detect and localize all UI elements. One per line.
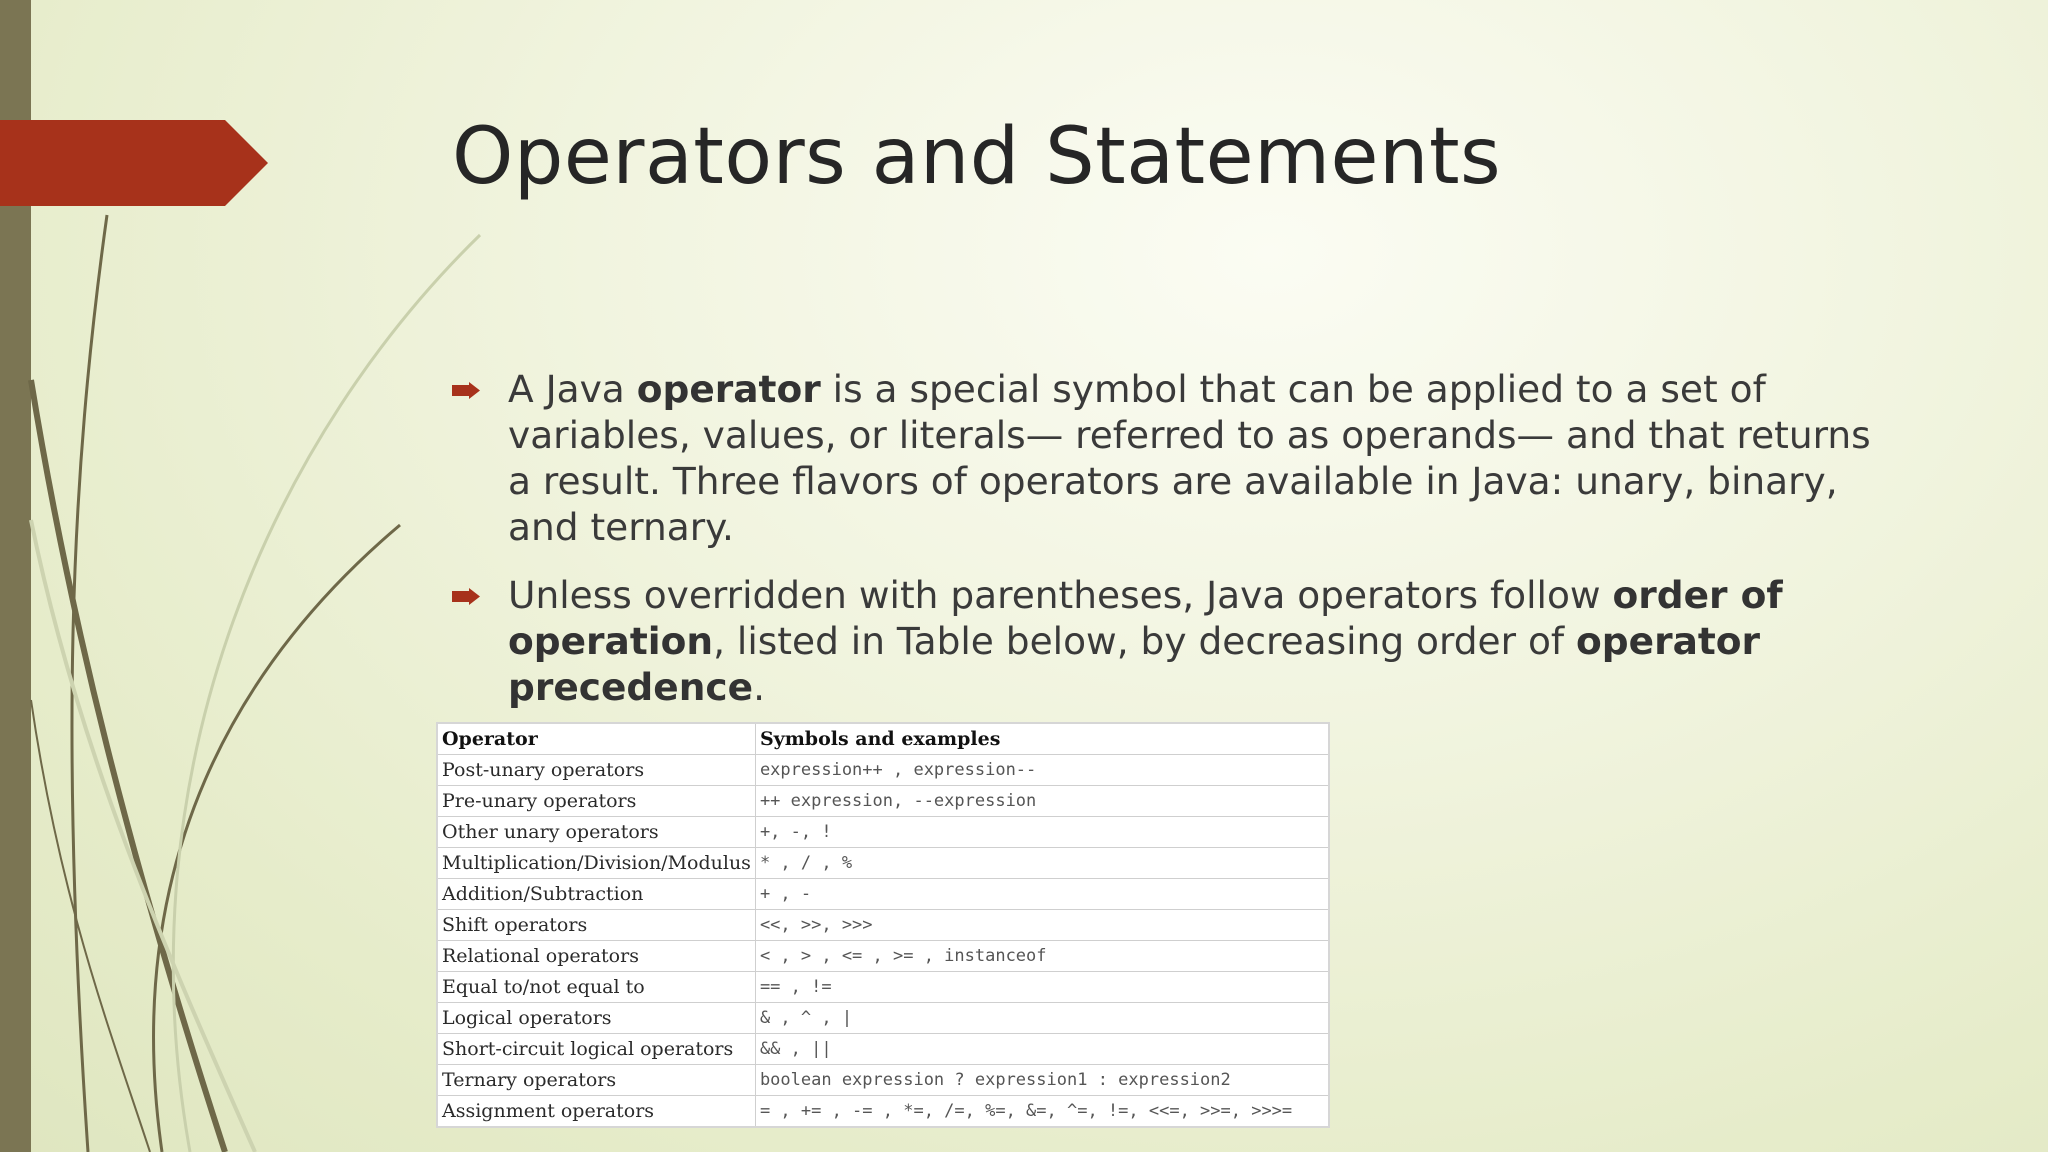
slide-title: Operators and Statements [452, 112, 1502, 202]
operator-cell: Multiplication/Division/Modulus [437, 848, 755, 879]
table-row [437, 972, 1329, 1003]
table-row [437, 879, 1329, 910]
bullet-text-segment: A Java [508, 367, 637, 411]
operator-cell: Relational operators [437, 941, 755, 972]
table-row [437, 910, 1329, 941]
symbols-cell: expression++ , expression-- [755, 755, 1329, 786]
table-row [437, 1003, 1329, 1034]
table-row [437, 1096, 1329, 1128]
column-header-operator: Operator [437, 723, 755, 755]
table-row [437, 1034, 1329, 1065]
symbols-cell: boolean expression ? expression1 : expression2 [755, 1065, 1329, 1096]
bullet-text-bold: order of operation [508, 573, 1783, 663]
symbols-cell: == , != [755, 972, 1329, 1003]
title-arrow-banner [0, 120, 270, 206]
operator-cell: Logical operators [437, 1003, 755, 1034]
table-row [437, 817, 1329, 848]
arrow-bullet-icon [452, 588, 480, 605]
table-row [437, 848, 1329, 879]
operator-cell: Shift operators [437, 910, 755, 941]
arrow-bullet-icon [452, 382, 480, 399]
symbols-cell: < , > , <= , >= , instanceof [755, 941, 1329, 972]
operator-cell: Short-circuit logical operators [437, 1034, 755, 1065]
table-row [437, 786, 1329, 817]
table-header-row [437, 723, 1329, 755]
bullet-text-segment: is a special symbol that can be applied to a set of variables, values, or literals— referred to as operands— and that returns a result. Three flavors of operators are available in Java: unary, binary, and ternary. [508, 367, 1871, 549]
symbols-cell: * , / , % [755, 848, 1329, 879]
operator-cell: Other unary operators [437, 817, 755, 848]
bullet-text-bold: operator [636, 367, 821, 411]
bullet-item [452, 572, 1892, 710]
symbols-cell: +, -, ! [755, 817, 1329, 848]
bullet-item [452, 366, 1892, 550]
bullet-text-segment: , listed in Table below, by decreasing order of [713, 619, 1577, 663]
symbols-cell: <<, >>, >>> [755, 910, 1329, 941]
table-row [437, 755, 1329, 786]
operator-cell: Addition/Subtraction [437, 879, 755, 910]
symbols-cell: + , - [755, 879, 1329, 910]
column-header-symbols: Symbols and examples [755, 723, 1329, 755]
bullet-list [452, 366, 1892, 732]
bullet-text-bold: operator precedence [508, 619, 1761, 709]
bullet-text-segment: . [753, 665, 765, 709]
symbols-cell: ++ expression, --expression [755, 786, 1329, 817]
operator-cell: Assignment operators [437, 1096, 755, 1128]
operator-precedence-table [436, 722, 1330, 1128]
operator-cell: Post-unary operators [437, 755, 755, 786]
table-row [437, 1065, 1329, 1096]
symbols-cell: & , ^ , | [755, 1003, 1329, 1034]
bullet-text-segment: Unless overridden with parentheses, Java operators follow [508, 573, 1613, 617]
operator-cell: Pre-unary operators [437, 786, 755, 817]
operator-cell: Ternary operators [437, 1065, 755, 1096]
symbols-cell: && , || [755, 1034, 1329, 1065]
symbols-cell: = , += , -= , *=, /=, %=, &=, ^=, !=, <<=, >>=, >>>= [755, 1096, 1329, 1128]
table-row [437, 941, 1329, 972]
operator-cell: Equal to/not equal to [437, 972, 755, 1003]
